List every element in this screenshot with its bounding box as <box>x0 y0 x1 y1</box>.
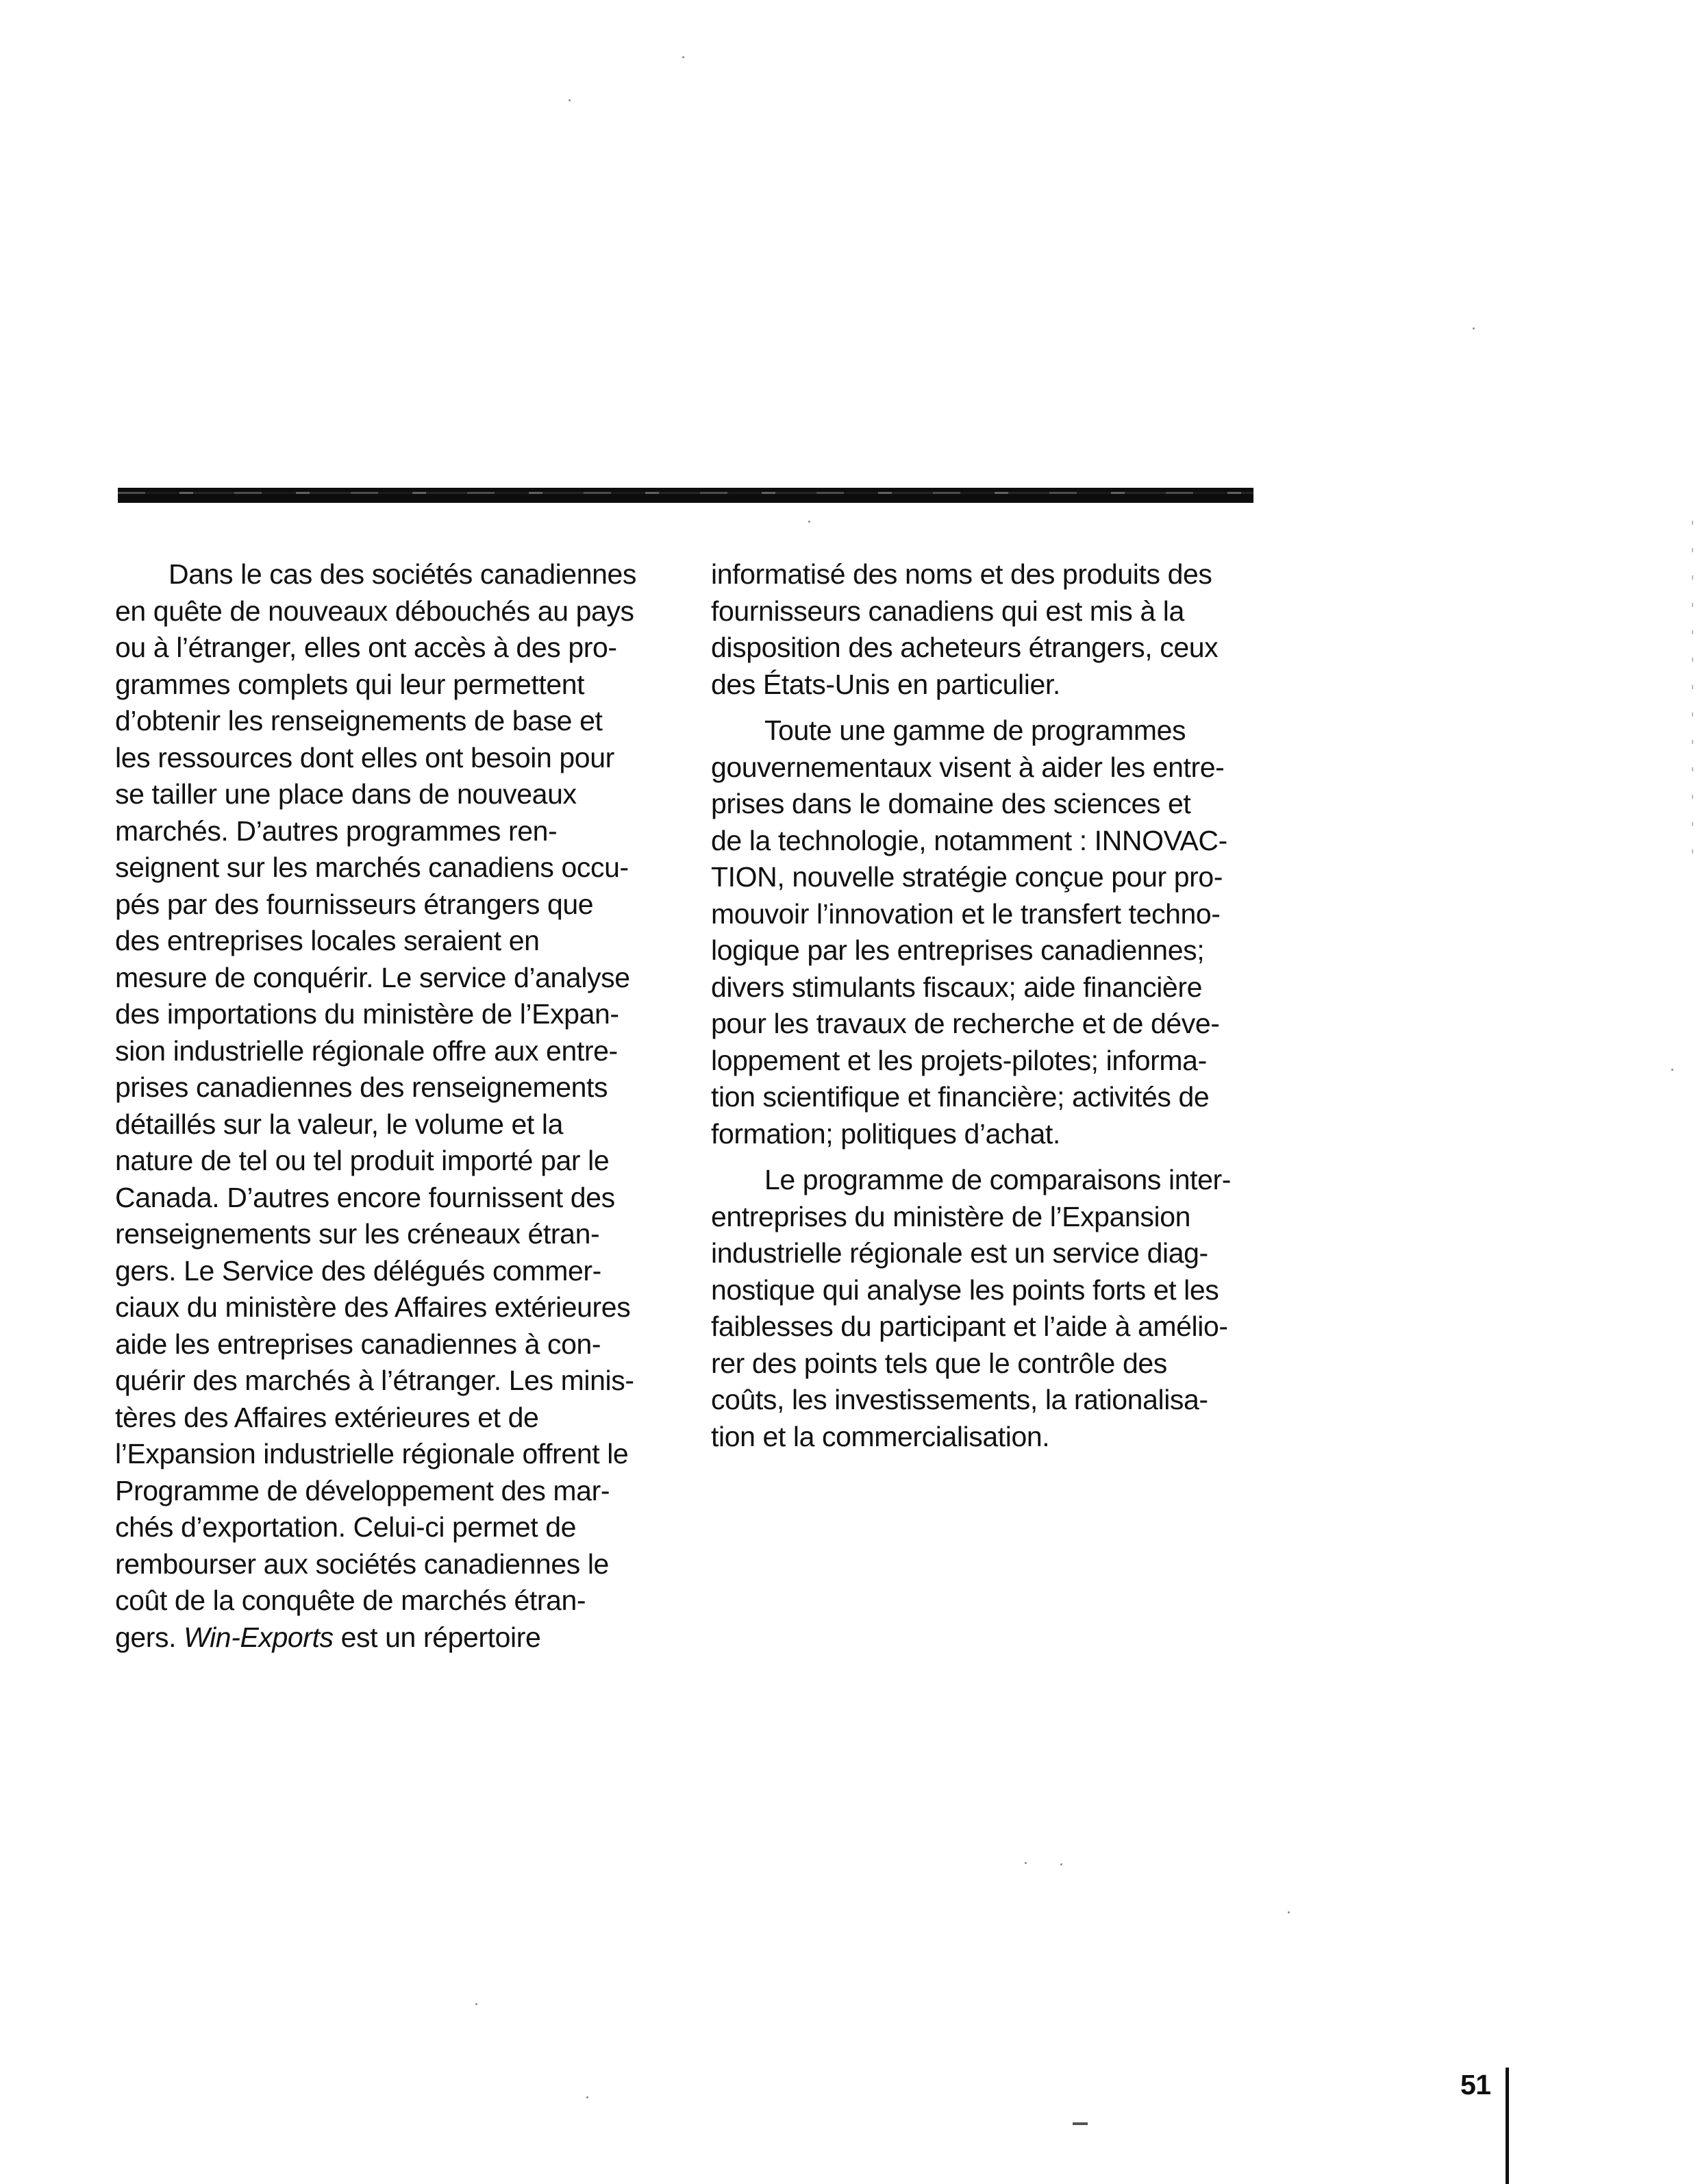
text-line: grammes complets qui leur permettent <box>115 668 585 700</box>
page-edge-bar <box>1506 2068 1509 2184</box>
text-line: tères des Affaires extérieures et de <box>115 1401 539 1433</box>
text-line: d’obtenir les renseignements de base et <box>115 705 603 736</box>
text-line: des importations du ministère de l’Expan- <box>115 998 619 1030</box>
text-line: tion et la commercialisation. <box>711 1420 1050 1452</box>
text-line: gers. Le Service des délégués commer- <box>115 1254 601 1287</box>
text-line: des entreprises locales seraient en <box>115 925 540 956</box>
text-line: Toute une gamme de programmes <box>764 715 1186 746</box>
text-line: rembourser aux sociétés canadiennes le <box>115 1548 609 1580</box>
text-line: Le programme de comparaisons inter- <box>764 1164 1232 1195</box>
text-line: quérir des marchés à l’étranger. Les minis- <box>115 1365 634 1396</box>
text-line: coûts, les investissements, la rationalisa- <box>711 1384 1208 1415</box>
text-line: logique par les entreprises canadiennes; <box>711 934 1205 966</box>
text-line: entreprises du ministère de l’Expansion <box>711 1200 1190 1232</box>
text-line: chés d’exportation. Celui-ci permet de <box>115 1511 577 1543</box>
text-line: mouvoir l’innovation et le transfert techno- <box>711 897 1221 930</box>
left-text-column <box>115 556 677 1656</box>
text-line: pés par des fournisseurs étrangers que <box>115 888 594 920</box>
text-line: faiblesses du participant et l’aide à amélio- <box>711 1311 1228 1342</box>
paragraph-win-exports-continued <box>711 556 1259 703</box>
text-line: en quête de nouveaux débouchés au pays <box>115 595 634 627</box>
scan-speck <box>682 56 684 58</box>
scan-mark <box>1073 2122 1088 2125</box>
text-line: sion industrielle régionale offre aux entre- <box>115 1034 618 1067</box>
text-line: TION, nouvelle stratégie conçue pour pro- <box>711 861 1223 893</box>
text-line: des États-Unis en particulier. <box>711 668 1060 700</box>
scan-speck <box>1025 1862 1027 1864</box>
scan-speck <box>1671 1069 1673 1071</box>
text-line: nature de tel ou tel produit importé par le <box>115 1145 610 1176</box>
text-line: nostique qui analyse les points forts et les <box>711 1274 1219 1306</box>
text-line: de la technologie, notamment : INNOVAC- <box>711 824 1227 856</box>
text-line: renseignements sur les créneaux étran- <box>115 1218 600 1250</box>
text-line: ciaux du ministère des Affaires extérieures <box>115 1291 631 1323</box>
text-line: les ressources dont elles ont besoin pour <box>115 741 614 773</box>
scan-edge-speckle <box>1692 521 1693 877</box>
text-line: gouvernementaux visent à aider les entre- <box>711 751 1225 783</box>
text-line: industrielle régionale est un service diag- <box>711 1237 1208 1269</box>
text-line: prises canadiennes des renseignements <box>115 1071 608 1103</box>
text-line: aide les entreprises canadiennes à con- <box>115 1328 601 1360</box>
text-line: marchés. D’autres programmes ren- <box>115 815 558 847</box>
scan-speck <box>1473 327 1475 330</box>
scan-speck <box>586 2096 588 2098</box>
right-text-column <box>711 556 1259 1455</box>
text-line: disposition des acheteurs étrangers, ceux <box>711 632 1219 663</box>
text-line: détaillés sur la valeur, le volume et la <box>115 1108 564 1140</box>
text-line: fournisseurs canadiens qui est mis à la <box>711 595 1184 627</box>
paragraph-comparisons-program <box>711 1162 1259 1455</box>
text-line: coût de la conquête de marchés étran- <box>115 1585 586 1616</box>
scan-speck <box>475 2003 477 2005</box>
text-line: pour les travaux de recherche et de déve- <box>711 1008 1220 1039</box>
text-fragment: gers. <box>115 1621 177 1653</box>
text-line: prises dans le domaine des sciences et <box>711 788 1191 819</box>
scan-speck <box>808 521 810 523</box>
text-line: loppement et les projets-pilotes; informa- <box>711 1044 1207 1076</box>
text-line: Programme de développement des mar- <box>115 1474 610 1506</box>
text-line: Dans le cas des sociétés canadiennes <box>168 558 637 590</box>
text-line-last <box>115 1620 677 1656</box>
text-line: mesure de conquérir. Le service d’analyse <box>115 961 630 993</box>
text-line: divers stimulants fiscaux; aide financière <box>711 971 1202 1003</box>
text-line: se tailler une place dans de nouveaux <box>115 778 577 810</box>
text-line: informatisé des noms et des produits des <box>711 558 1212 590</box>
win-exports-title: Win-Exports <box>184 1621 334 1653</box>
page-number: 51 <box>1460 2069 1491 2100</box>
text-line: formation; politiques d’achat. <box>711 1117 1060 1150</box>
text-line: l’Expansion industrielle régionale offrent le <box>115 1438 629 1469</box>
scan-speck <box>569 99 571 101</box>
text-line: tion scientifique et financière; activités de <box>711 1081 1210 1113</box>
text-line: ou à l’étranger, elles ont accès à des pro- <box>115 632 617 663</box>
text-line: seignent sur les marchés canadiens occu- <box>115 852 629 883</box>
text-line: rer des points tels que le contrôle des <box>711 1347 1167 1379</box>
text-line: Canada. D’autres encore fournissent des <box>115 1181 615 1213</box>
scan-speck <box>1288 1911 1290 1913</box>
text-fragment: est un répertoire <box>340 1621 541 1653</box>
section-divider-rule <box>118 488 1253 503</box>
paragraph-science-technology <box>711 712 1259 1152</box>
scan-speck <box>1060 1863 1062 1865</box>
